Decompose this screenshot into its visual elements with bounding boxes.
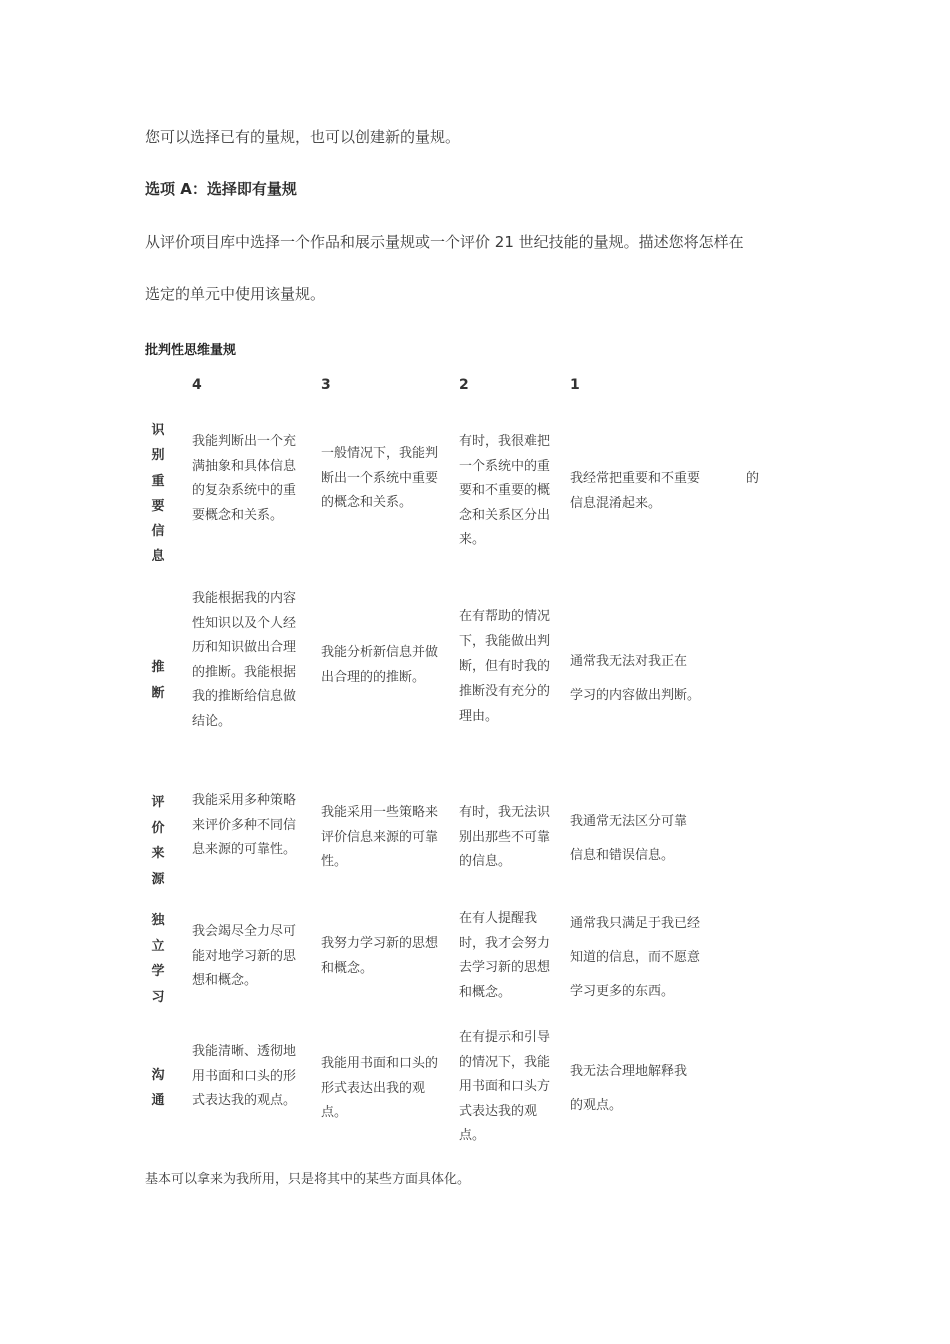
row-label: 推断	[151, 660, 165, 701]
cell-score-1	[570, 1055, 770, 1123]
cell-line: 信息混淆起来。	[570, 495, 662, 511]
cell-line: 学习的内容做出判断。	[570, 688, 701, 703]
rubric-title: 批判性思维量规	[145, 343, 237, 358]
cell-line: 信息和错误信息。	[570, 848, 675, 863]
cell-score-1	[570, 467, 790, 516]
cell-score-4: 我能清晰、透彻地用书面和口头的形式表达我的观点。	[192, 1044, 297, 1108]
cell-score-1	[570, 805, 770, 873]
header-score-3: 3	[321, 377, 331, 393]
cell-line: 我通常无法区分可靠	[570, 814, 688, 829]
cell-line: 我经常把重要和不重要 的	[570, 471, 760, 486]
cell-score-1	[570, 645, 770, 713]
intro-text: 您可以选择已有的量规，也可以创建新的量规。	[145, 128, 461, 146]
cell-line: 学习更多的东西。	[570, 984, 675, 999]
header-score-1: 1	[570, 377, 580, 393]
header-score-2: 2	[459, 377, 469, 393]
cell-score-1	[570, 907, 770, 1009]
cell-score-3: 一般情况下，我能判断出一个系统中重要的概念和关系。	[321, 446, 439, 510]
row-label: 独立学习	[151, 913, 165, 1005]
cell-score-2: 在有人提醒我时，我才会努力去学习新的思想和概念。	[459, 911, 551, 1000]
cell-line: 的观点。	[570, 1098, 623, 1113]
cell-score-3: 我能采用一些策略来评价信息来源的可靠性。	[321, 805, 439, 869]
cell-line: 知道的信息，而不愿意	[570, 950, 701, 965]
cell-score-4: 我能根据我的内容性知识以及个人经历和知识做出合理的推断。我能根据我的推断给信息做结论。	[192, 591, 297, 729]
cell-line: 通常我只满足于我已经	[570, 916, 701, 931]
cell-score-3: 我能用书面和口头的形式表达出我的观点。	[321, 1056, 439, 1120]
row-label: 沟通	[151, 1068, 165, 1108]
cell-score-3: 我努力学习新的思想和概念。	[321, 936, 439, 976]
footer-note: 基本可以拿来为我所用，只是将其中的某些方面具体化。	[145, 1172, 471, 1187]
row-label: 识别重要信息	[151, 423, 165, 565]
cell-score-2: 有时，我很难把一个系统中的重要和不重要的概念和关系区分出来。	[459, 434, 551, 547]
header-score-4: 4	[192, 377, 202, 393]
cell-score-2: 在有帮助的情况下，我能做出判断，但有时我的推断没有充分的理由。	[459, 609, 551, 724]
cell-score-4: 我会竭尽全力尽可能对地学习新的思想和概念。	[192, 924, 297, 988]
description-line-1: 从评价项目库中选择一个作品和展示量规或一个评价 21 世纪技能的量规。描述您将怎样在	[145, 233, 744, 251]
row-label: 评价来源	[151, 795, 165, 887]
cell-line: 我无法合理地解释我	[570, 1064, 688, 1079]
option-a-heading: 选项 A：选择即有量规	[145, 180, 297, 198]
cell-score-4: 我能判断出一个充满抽象和具体信息的复杂系统中的重要概念和关系。	[192, 434, 297, 523]
cell-line: 通常我无法对我正在	[570, 654, 688, 669]
cell-score-4: 我能采用多种策略来评价多种不同信息来源的可靠性。	[192, 793, 297, 857]
description-line-2: 选定的单元中使用该量规。	[145, 285, 326, 303]
cell-score-3: 我能分析新信息并做出合理的的推断。	[321, 645, 439, 685]
cell-score-2: 在有提示和引导的情况下，我能用书面和口头方式表达我的观点。	[459, 1030, 551, 1143]
cell-score-2: 有时，我无法识别出那些不可靠的信息。	[459, 805, 551, 869]
